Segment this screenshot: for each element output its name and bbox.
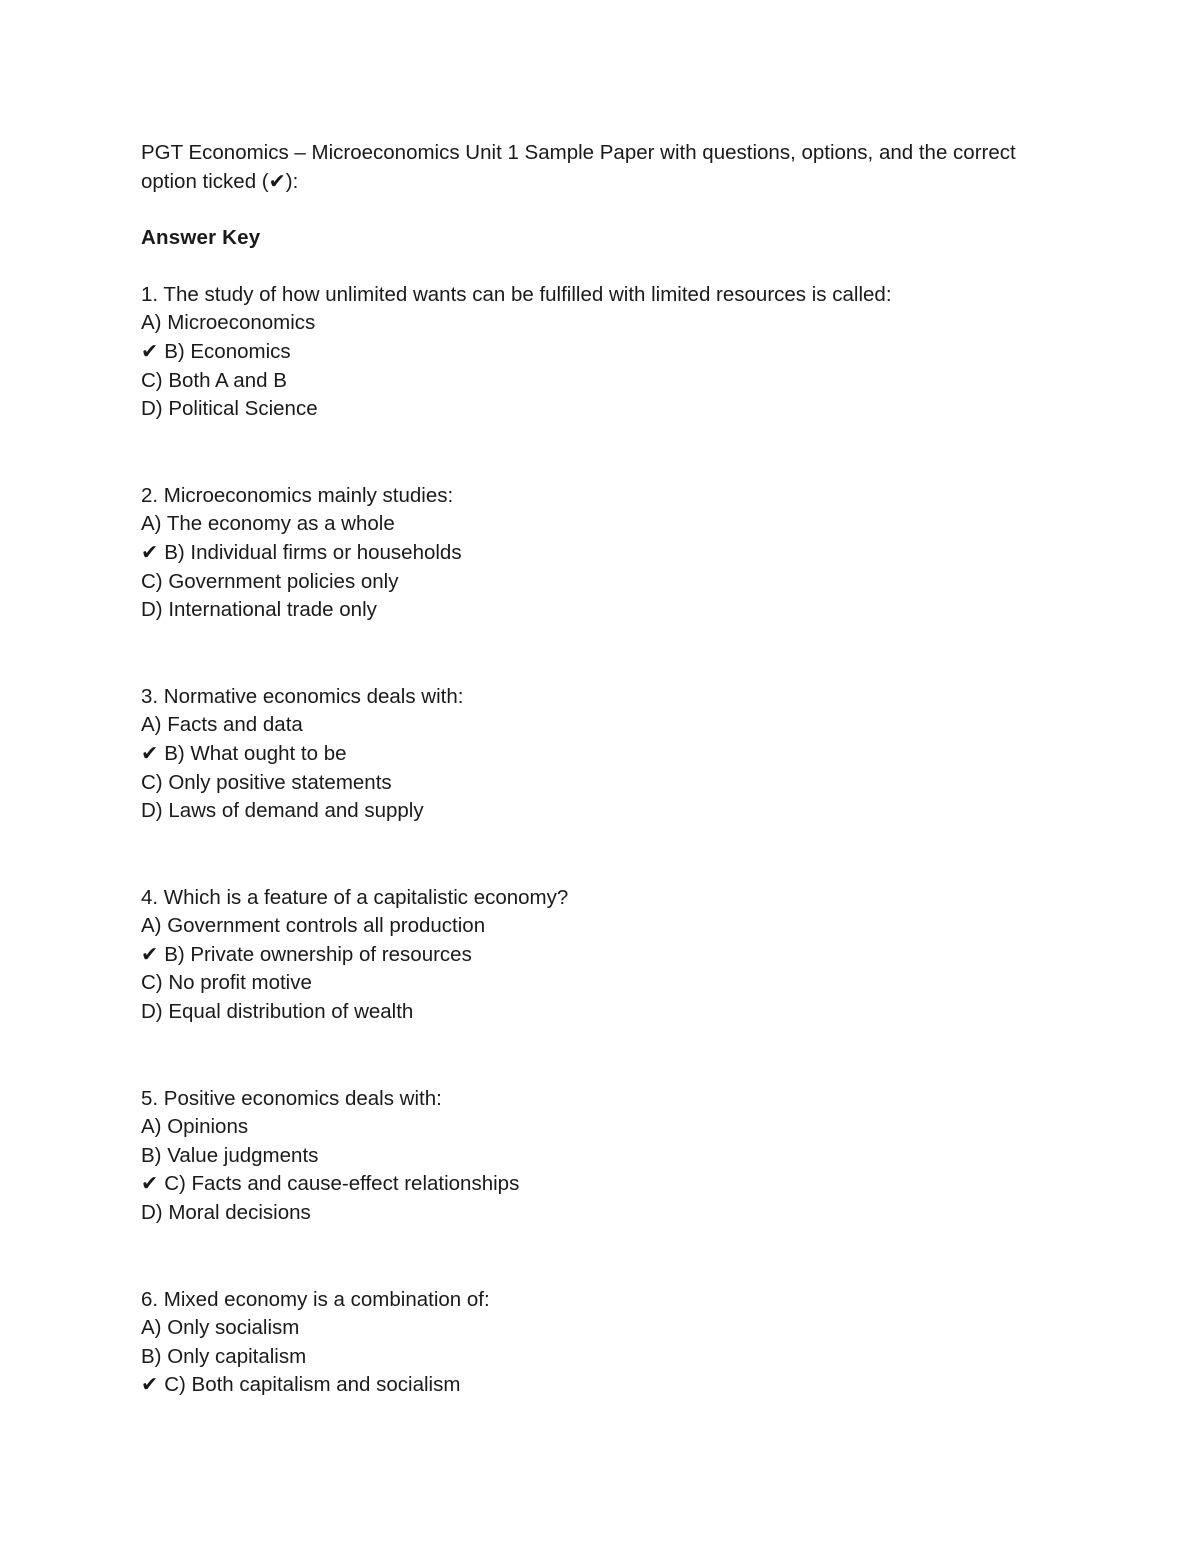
option-label: C) Facts and cause-effect relationships [164,1172,520,1196]
question-text: 4. Which is a feature of a capitalistic economy? [141,885,569,909]
option-label: C) Both capitalism and socialism [164,1373,461,1397]
correct-option [141,539,1041,568]
option [141,998,1041,1027]
question-block [141,281,1041,424]
option [141,1314,1041,1343]
option [141,769,1041,798]
option-label: D) International trade only [141,598,377,622]
option-label: D) Political Science [141,397,318,421]
question-block [141,1286,1041,1400]
document-intro: PGT Economics – Microeconomics Unit 1 Sample Paper with questions, options, and the correct option ticked (✔): [141,141,1016,193]
question-text: 5. Positive economics deals with: [141,1086,442,1110]
option-label: A) The economy as a whole [141,512,395,536]
answer-key-heading: Answer Key [141,226,261,250]
option-label: B) Private ownership of resources [164,942,472,966]
option [141,1343,1041,1372]
option [141,395,1041,424]
option [141,1142,1041,1171]
option-label: B) What ought to be [164,741,347,765]
question-block [141,683,1041,826]
check-mark-icon: ✔ [141,741,159,765]
option-label: D) Moral decisions [141,1201,311,1225]
option [141,711,1041,740]
option [141,912,1041,941]
option-label: C) No profit motive [141,971,312,995]
correct-option [141,1371,1041,1400]
option-label: C) Both A and B [141,368,287,392]
option-label: D) Laws of demand and supply [141,799,424,823]
question-block [141,482,1041,625]
question-text: 3. Normative economics deals with: [141,684,464,708]
question-text: 1. The study of how unlimited wants can be fulfilled with limited resources is called: [141,282,892,306]
question-block [141,884,1041,1027]
option-label: A) Only socialism [141,1316,300,1340]
option [141,969,1041,998]
option-label: C) Only positive statements [141,770,392,794]
option-label: D) Equal distribution of wealth [141,1000,414,1024]
question-list [141,281,1041,1400]
option [141,1113,1041,1142]
option-label: A) Microeconomics [141,311,316,335]
correct-option [141,1170,1041,1199]
correct-option [141,740,1041,769]
correct-option [141,338,1041,367]
option-label: B) Only capitalism [141,1344,307,1368]
option [141,797,1041,826]
option [141,510,1041,539]
option [141,1199,1041,1228]
check-mark-icon: ✔ [141,1373,159,1397]
option [141,596,1041,625]
document-content [141,139,1041,1458]
check-mark-icon: ✔ [141,339,159,363]
question-text: 6. Mixed economy is a combination of: [141,1287,490,1311]
option-label: A) Government controls all production [141,914,486,938]
question-block [141,1085,1041,1228]
option [141,568,1041,597]
option-label: A) Opinions [141,1115,249,1139]
option-label: B) Individual firms or households [164,540,462,564]
option-label: B) Value judgments [141,1143,319,1167]
option-label: A) Facts and data [141,713,303,737]
option-label: B) Economics [164,339,291,363]
check-mark-icon: ✔ [141,942,159,966]
option [141,309,1041,338]
correct-option [141,941,1041,970]
option [141,367,1041,396]
check-mark-icon: ✔ [141,540,159,564]
option-label: C) Government policies only [141,569,399,593]
question-text: 2. Microeconomics mainly studies: [141,483,454,507]
check-mark-icon: ✔ [141,1172,159,1196]
